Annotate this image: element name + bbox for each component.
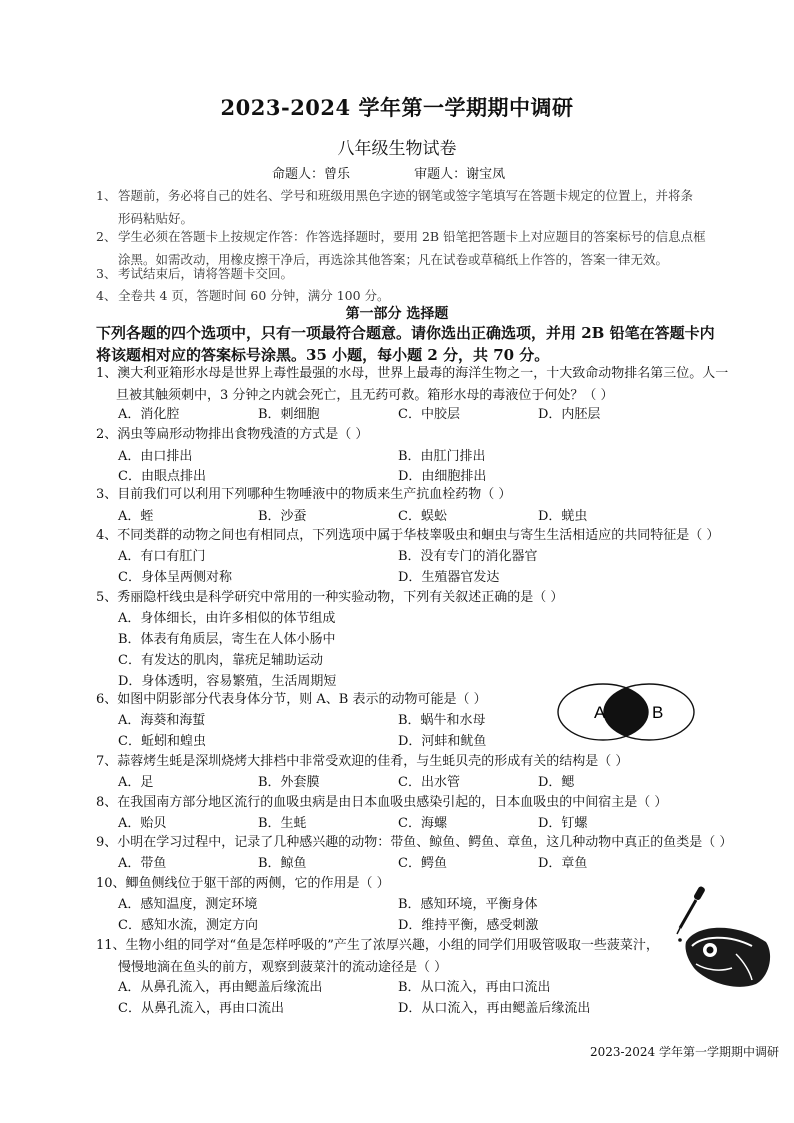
option-c[interactable]: C．蚯蚓和蝗虫 [118,734,206,749]
option-c[interactable]: C．鳄鱼 [398,856,447,871]
question-stem: 10、鲫鱼侧线位于躯干部的两侧，它的作用是（ ） [96,876,390,891]
question-stem: 1、澳大利亚箱形水母是世界上毒性最强的水母，世界上最毒的海洋生物之一，十大致命动物排名第三位。人一 [96,366,729,381]
venn-label-b: B [652,703,664,722]
question-3 [96,484,776,506]
section-title: 第一部分 选择题 [345,306,449,322]
note-number: 4、 [96,288,117,303]
option-b[interactable]: B．没有专门的消化器官 [398,549,538,564]
option-c[interactable]: C．出水管 [398,775,460,790]
option-d[interactable]: D．身体透明，容易繁殖，生活周期短 [118,674,337,689]
dropper-icon [677,885,706,934]
question-stem: 慢慢地滴在鱼头的前方，观察到菠菜汁的流动途径是（ ） [118,960,448,975]
note-text: 形码粘贴好。 [118,211,194,226]
option-a[interactable]: A．蛭 [118,509,154,524]
option-a[interactable]: A．感知温度，测定环境 [118,897,258,912]
question-5 [96,587,776,609]
note-text: 学生必须在答题卡上按规定作答：作答选择题时，要用 2B 铅笔把答题卡上对应题目的答案标号的信息点框 [118,229,706,244]
note-text: 涂黑。如需改动，用橡皮擦干净后，再选涂其他答案；凡在试卷或草稿纸上作答的，答案一律无效。 [118,252,669,267]
option-c[interactable]: C．有发达的肌肉，靠疣足辅助运动 [118,653,323,668]
question-stem: 11、生物小组的同学对“鱼是怎样呼吸的”产生了浓厚兴趣，小组的同学们用吸管吸取一些菠菜汁， [96,938,659,953]
option-d[interactable]: D．章鱼 [538,856,588,871]
section-instruction [96,322,786,366]
option-a[interactable]: A．有口有肛门 [118,549,206,564]
note-text: 全卷共 4 页，答题时间 60 分钟，满分 100 分。 [118,288,390,303]
option-a[interactable]: A．消化腔 [118,407,180,422]
page-title: 2023-2024 学年第一学期期中调研 [220,95,574,120]
setter-label: 命题人：曾乐 [272,167,351,182]
option-b[interactable]: B．鲸鱼 [258,856,307,871]
option-d[interactable]: D．河蚌和鱿鱼 [398,734,487,749]
venn-label-a: A [594,703,606,722]
option-a[interactable]: A．海葵和海蜇 [118,713,206,728]
note-number: 2、 [96,229,117,244]
question-4 [96,525,776,547]
reviewer-label: 审题人：谢宝凤 [414,167,506,182]
option-d[interactable]: D．内胚层 [538,407,601,422]
instruction-line: 将该题相对应的答案标号涂黑。35 小题，每小题 2 分，共 70 分。 [96,346,550,364]
question-9 [96,832,776,854]
option-b[interactable]: B．刺细胞 [258,407,320,422]
option-d[interactable]: D．蜣虫 [538,509,588,524]
option-c[interactable]: C．由眼点排出 [118,469,206,484]
question-stem: 2、涡虫等扁形动物排出食物残渣的方式是（ ） [96,427,369,442]
note-text: 考试结束后，请将答题卡交回。 [118,266,294,281]
option-b[interactable]: B．由肛门排出 [398,449,486,464]
option-a[interactable]: A．身体细长，由许多相似的体节组成 [118,611,336,626]
note-item [96,184,776,230]
question-2 [96,424,776,446]
question-6 [96,689,536,711]
option-b[interactable]: B．生蚝 [258,816,307,831]
page-footer: 2023-2024 学年第一学期期中调研 [590,1045,779,1059]
note-text: 答题前，务必将自己的姓名、学号和班级用黑色字迹的钢笔或签字笔填写在答题卡规定的位置上，并将条 [118,188,694,203]
option-c[interactable]: C．海螺 [398,816,447,831]
question-stem: 7、蒜蓉烤生蚝是深圳烧烤大排档中非常受欢迎的佳肴，与生蚝贝壳的形成有关的结构是（ ） [96,754,629,769]
option-b[interactable]: B．体表有角质层，寄生在人体小肠中 [118,632,336,647]
question-stem: 4、不同类群的动物之间也有相同点，下列选项中属于华枝睾吸虫和蛔虫与寄生生活相适应的共同特征是（ ） [96,528,720,543]
option-a[interactable]: A．由口排出 [118,449,193,464]
option-b[interactable]: B．沙蚕 [258,509,307,524]
option-c[interactable]: C．蜈蚣 [398,509,447,524]
instruction-line: 下列各题的四个选项中，只有一项最符合题意。请你选出正确选项，并用 2B 铅笔在答题卡内 [96,324,715,342]
option-a[interactable]: A．带鱼 [118,856,167,871]
page-subtitle: 八年级生物试卷 [337,139,457,159]
option-d[interactable]: D．由细胞排出 [398,469,487,484]
option-c[interactable]: C．从鼻孔流入，再由口流出 [118,1001,284,1016]
fish-dropper-illustration [666,884,776,994]
option-d[interactable]: D．维持平衡，感受刺激 [398,918,539,933]
question-11 [96,935,676,979]
question-1 [96,363,776,407]
option-d[interactable]: D．鳃 [538,775,575,790]
note-number: 3、 [96,266,117,281]
option-c[interactable]: C．感知水流，测定方向 [118,918,258,933]
question-10 [96,873,636,895]
option-c[interactable]: C．身体呈两侧对称 [118,570,232,585]
question-stem: 8、在我国南方部分地区流行的血吸虫病是由日本血吸虫感染引起的，日本血吸虫的中间宿主是（ ） [96,795,668,810]
option-b[interactable]: B．感知环境，平衡身体 [398,897,538,912]
question-stem: 6、如图中阴影部分代表身体分节，则 A、B 表示的动物可能是（ ） [96,692,487,707]
option-a[interactable]: A．贻贝 [118,816,167,831]
question-stem: 9、小明在学习过程中，记录了几种感兴趣的动物：带鱼、鲸鱼、鳄鱼、章鱼，这几种动物中真正的鱼类是（ ） [96,835,733,850]
option-a[interactable]: A．足 [118,775,154,790]
option-b[interactable]: B．从口流入，再由口流出 [398,980,551,995]
note-number: 1、 [96,188,117,203]
option-c[interactable]: C．中胶层 [398,407,460,422]
question-stem: 旦被其触须刺中，3 分钟之内就会死亡，且无药可救。箱形水母的毒液位于何处？（ ） [116,388,614,403]
note-item [96,262,776,285]
question-8 [96,792,776,814]
option-b[interactable]: B．蜗牛和水母 [398,713,486,728]
option-a[interactable]: A．从鼻孔流入，再由鳃盖后缘流出 [118,980,323,995]
option-d[interactable]: D．生殖器官发达 [398,570,500,585]
option-d[interactable]: D．从口流入，再由鳃盖后缘流出 [398,1001,591,1016]
question-7 [96,751,776,773]
question-stem: 3、目前我们可以利用下列哪种生物唾液中的物质来生产抗血栓药物（ ） [96,487,512,502]
option-d[interactable]: D．钉螺 [538,816,588,831]
authors-line [272,163,565,182]
venn-diagram [556,681,696,743]
option-b[interactable]: B．外套膜 [258,775,320,790]
question-stem: 5、秀丽隐杆线虫是科学研究中常用的一种实验动物，下列有关叙述正确的是（ ） [96,590,564,605]
fish-head-icon [678,928,770,987]
